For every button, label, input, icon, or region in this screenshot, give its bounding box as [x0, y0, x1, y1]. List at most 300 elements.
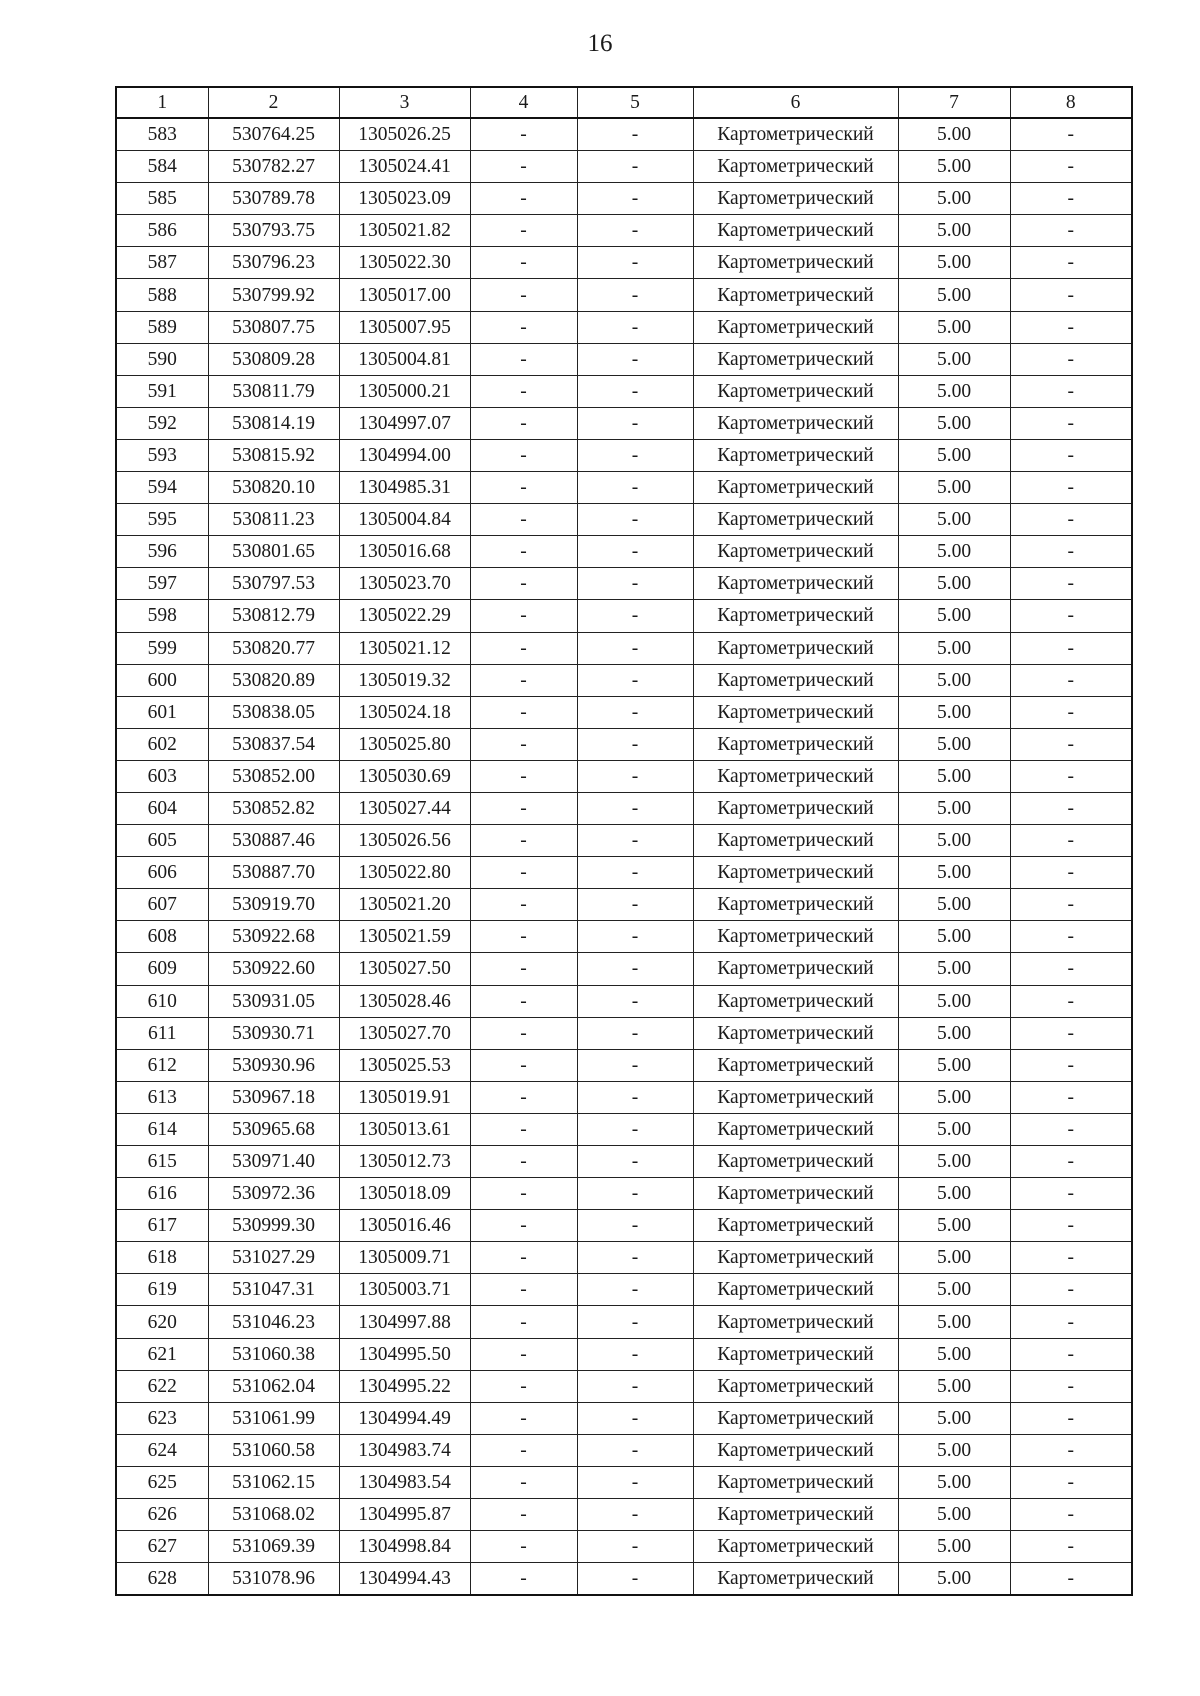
point-number-cell: 603 [116, 760, 208, 792]
accuracy-cell: 5.00 [898, 1499, 1010, 1531]
y-coordinate-cell: 1304995.50 [339, 1338, 470, 1370]
column-5-cell: - [577, 632, 693, 664]
point-number-cell: 622 [116, 1370, 208, 1402]
point-number-cell: 598 [116, 600, 208, 632]
table-body [116, 118, 1132, 1595]
column-5-cell: - [577, 1402, 693, 1434]
column-8-cell: - [1010, 728, 1132, 760]
method-cell: Картометрический [693, 1306, 898, 1338]
method-cell: Картометрический [693, 1049, 898, 1081]
method-cell: Картометрический [693, 985, 898, 1017]
x-coordinate-cell: 530852.82 [208, 792, 339, 824]
accuracy-cell: 5.00 [898, 472, 1010, 504]
accuracy-cell: 5.00 [898, 1306, 1010, 1338]
table-row [116, 151, 1132, 183]
column-8-cell: - [1010, 1563, 1132, 1596]
y-coordinate-cell: 1305012.73 [339, 1146, 470, 1178]
column-8-cell: - [1010, 1081, 1132, 1113]
x-coordinate-cell: 531060.38 [208, 1338, 339, 1370]
x-coordinate-cell: 531047.31 [208, 1274, 339, 1306]
column-4-cell: - [470, 600, 577, 632]
y-coordinate-cell: 1305025.80 [339, 728, 470, 760]
point-number-cell: 613 [116, 1081, 208, 1113]
column-4-cell: - [470, 632, 577, 664]
y-coordinate-cell: 1305018.09 [339, 1178, 470, 1210]
table-header [116, 87, 1132, 118]
method-cell: Картометрический [693, 696, 898, 728]
column-4-cell: - [470, 118, 577, 151]
column-5-cell: - [577, 792, 693, 824]
method-cell: Картометрический [693, 953, 898, 985]
table-row [116, 696, 1132, 728]
point-number-cell: 605 [116, 825, 208, 857]
accuracy-cell: 5.00 [898, 760, 1010, 792]
column-4-cell: - [470, 1466, 577, 1498]
table-row [116, 1338, 1132, 1370]
column-4-cell: - [470, 1338, 577, 1370]
table-row [116, 857, 1132, 889]
column-5-cell: - [577, 343, 693, 375]
method-cell: Картометрический [693, 760, 898, 792]
column-8-cell: - [1010, 215, 1132, 247]
x-coordinate-cell: 530971.40 [208, 1146, 339, 1178]
accuracy-cell: 5.00 [898, 343, 1010, 375]
table-row [116, 1178, 1132, 1210]
coordinates-table [115, 86, 1133, 1596]
y-coordinate-cell: 1304994.43 [339, 1563, 470, 1596]
y-coordinate-cell: 1304983.74 [339, 1434, 470, 1466]
method-cell: Картометрический [693, 1146, 898, 1178]
accuracy-cell: 5.00 [898, 1402, 1010, 1434]
method-cell: Картометрический [693, 921, 898, 953]
y-coordinate-cell: 1305023.09 [339, 183, 470, 215]
accuracy-cell: 5.00 [898, 953, 1010, 985]
accuracy-cell: 5.00 [898, 568, 1010, 600]
method-cell: Картометрический [693, 504, 898, 536]
table-row [116, 472, 1132, 504]
column-4-cell: - [470, 279, 577, 311]
column-8-cell: - [1010, 760, 1132, 792]
method-cell: Картометрический [693, 407, 898, 439]
x-coordinate-cell: 530809.28 [208, 343, 339, 375]
y-coordinate-cell: 1304994.49 [339, 1402, 470, 1434]
column-5-cell: - [577, 985, 693, 1017]
accuracy-cell: 5.00 [898, 1178, 1010, 1210]
y-coordinate-cell: 1305013.61 [339, 1113, 470, 1145]
x-coordinate-cell: 530789.78 [208, 183, 339, 215]
point-number-cell: 612 [116, 1049, 208, 1081]
x-coordinate-cell: 530919.70 [208, 889, 339, 921]
column-4-cell: - [470, 1306, 577, 1338]
x-coordinate-cell: 530797.53 [208, 568, 339, 600]
accuracy-cell: 5.00 [898, 279, 1010, 311]
x-coordinate-cell: 530922.68 [208, 921, 339, 953]
point-number-cell: 595 [116, 504, 208, 536]
column-4-cell: - [470, 889, 577, 921]
accuracy-cell: 5.00 [898, 1370, 1010, 1402]
point-number-cell: 597 [116, 568, 208, 600]
column-4-cell: - [470, 1242, 577, 1274]
column-8-cell: - [1010, 247, 1132, 279]
accuracy-cell: 5.00 [898, 889, 1010, 921]
accuracy-cell: 5.00 [898, 183, 1010, 215]
x-coordinate-cell: 530999.30 [208, 1210, 339, 1242]
y-coordinate-cell: 1305016.68 [339, 536, 470, 568]
column-5-cell: - [577, 504, 693, 536]
table-row [116, 600, 1132, 632]
column-8-cell: - [1010, 1178, 1132, 1210]
point-number-cell: 617 [116, 1210, 208, 1242]
column-5-cell: - [577, 472, 693, 504]
accuracy-cell: 5.00 [898, 1113, 1010, 1145]
column-8-cell: - [1010, 1306, 1132, 1338]
column-8-cell: - [1010, 472, 1132, 504]
method-cell: Картометрический [693, 1434, 898, 1466]
point-number-cell: 608 [116, 921, 208, 953]
point-number-cell: 588 [116, 279, 208, 311]
y-coordinate-cell: 1305000.21 [339, 375, 470, 407]
column-4-cell: - [470, 407, 577, 439]
x-coordinate-cell: 530930.96 [208, 1049, 339, 1081]
y-coordinate-cell: 1305030.69 [339, 760, 470, 792]
column-4-cell: - [470, 1499, 577, 1531]
column-4-cell: - [470, 825, 577, 857]
column-5-cell: - [577, 279, 693, 311]
x-coordinate-cell: 530811.23 [208, 504, 339, 536]
x-coordinate-cell: 530820.77 [208, 632, 339, 664]
accuracy-cell: 5.00 [898, 1017, 1010, 1049]
table-row [116, 568, 1132, 600]
accuracy-cell: 5.00 [898, 1338, 1010, 1370]
column-header: 2 [208, 87, 339, 118]
column-4-cell: - [470, 1434, 577, 1466]
method-cell: Картометрический [693, 1242, 898, 1274]
table-row [116, 375, 1132, 407]
y-coordinate-cell: 1305022.30 [339, 247, 470, 279]
column-header: 3 [339, 87, 470, 118]
method-cell: Картометрический [693, 600, 898, 632]
column-8-cell: - [1010, 343, 1132, 375]
column-5-cell: - [577, 311, 693, 343]
accuracy-cell: 5.00 [898, 1081, 1010, 1113]
x-coordinate-cell: 531062.15 [208, 1466, 339, 1498]
x-coordinate-cell: 531046.23 [208, 1306, 339, 1338]
accuracy-cell: 5.00 [898, 664, 1010, 696]
accuracy-cell: 5.00 [898, 696, 1010, 728]
accuracy-cell: 5.00 [898, 632, 1010, 664]
accuracy-cell: 5.00 [898, 792, 1010, 824]
column-5-cell: - [577, 375, 693, 407]
table-row [116, 1499, 1132, 1531]
point-number-cell: 626 [116, 1499, 208, 1531]
y-coordinate-cell: 1305007.95 [339, 311, 470, 343]
column-8-cell: - [1010, 311, 1132, 343]
method-cell: Картометрический [693, 1499, 898, 1531]
x-coordinate-cell: 530812.79 [208, 600, 339, 632]
x-coordinate-cell: 530967.18 [208, 1081, 339, 1113]
y-coordinate-cell: 1305009.71 [339, 1242, 470, 1274]
column-5-cell: - [577, 439, 693, 471]
column-5-cell: - [577, 118, 693, 151]
column-8-cell: - [1010, 407, 1132, 439]
column-8-cell: - [1010, 1017, 1132, 1049]
x-coordinate-cell: 530807.75 [208, 311, 339, 343]
accuracy-cell: 5.00 [898, 600, 1010, 632]
accuracy-cell: 5.00 [898, 311, 1010, 343]
column-5-cell: - [577, 825, 693, 857]
accuracy-cell: 5.00 [898, 215, 1010, 247]
column-5-cell: - [577, 1338, 693, 1370]
table-row [116, 1434, 1132, 1466]
column-4-cell: - [470, 375, 577, 407]
x-coordinate-cell: 530852.00 [208, 760, 339, 792]
column-5-cell: - [577, 215, 693, 247]
column-header: 7 [898, 87, 1010, 118]
x-coordinate-cell: 530814.19 [208, 407, 339, 439]
column-8-cell: - [1010, 664, 1132, 696]
column-8-cell: - [1010, 1146, 1132, 1178]
column-5-cell: - [577, 1370, 693, 1402]
point-number-cell: 589 [116, 311, 208, 343]
column-4-cell: - [470, 311, 577, 343]
column-8-cell: - [1010, 792, 1132, 824]
table-row [116, 1531, 1132, 1563]
column-8-cell: - [1010, 375, 1132, 407]
table-row [116, 311, 1132, 343]
point-number-cell: 610 [116, 985, 208, 1017]
column-8-cell: - [1010, 1242, 1132, 1274]
column-4-cell: - [470, 664, 577, 696]
column-4-cell: - [470, 1146, 577, 1178]
point-number-cell: 615 [116, 1146, 208, 1178]
method-cell: Картометрический [693, 1531, 898, 1563]
accuracy-cell: 5.00 [898, 857, 1010, 889]
accuracy-cell: 5.00 [898, 375, 1010, 407]
point-number-cell: 619 [116, 1274, 208, 1306]
method-cell: Картометрический [693, 1210, 898, 1242]
column-4-cell: - [470, 1563, 577, 1596]
page-number: 16 [587, 30, 613, 57]
table-row [116, 1210, 1132, 1242]
table-row [116, 1113, 1132, 1145]
method-cell: Картометрический [693, 279, 898, 311]
column-8-cell: - [1010, 1370, 1132, 1402]
point-number-cell: 604 [116, 792, 208, 824]
table-row [116, 1146, 1132, 1178]
column-5-cell: - [577, 760, 693, 792]
method-cell: Картометрический [693, 472, 898, 504]
table-row [116, 118, 1132, 151]
table-row [116, 792, 1132, 824]
point-number-cell: 616 [116, 1178, 208, 1210]
method-cell: Картометрический [693, 183, 898, 215]
point-number-cell: 618 [116, 1242, 208, 1274]
column-5-cell: - [577, 568, 693, 600]
point-number-cell: 585 [116, 183, 208, 215]
y-coordinate-cell: 1305004.81 [339, 343, 470, 375]
y-coordinate-cell: 1305021.82 [339, 215, 470, 247]
accuracy-cell: 5.00 [898, 921, 1010, 953]
column-4-cell: - [470, 504, 577, 536]
method-cell: Картометрический [693, 215, 898, 247]
x-coordinate-cell: 530887.46 [208, 825, 339, 857]
x-coordinate-cell: 530931.05 [208, 985, 339, 1017]
column-8-cell: - [1010, 889, 1132, 921]
point-number-cell: 602 [116, 728, 208, 760]
column-4-cell: - [470, 792, 577, 824]
column-5-cell: - [577, 151, 693, 183]
column-4-cell: - [470, 857, 577, 889]
x-coordinate-cell: 531027.29 [208, 1242, 339, 1274]
x-coordinate-cell: 530820.10 [208, 472, 339, 504]
method-cell: Картометрический [693, 1370, 898, 1402]
y-coordinate-cell: 1305022.29 [339, 600, 470, 632]
column-5-cell: - [577, 1563, 693, 1596]
x-coordinate-cell: 530796.23 [208, 247, 339, 279]
table-row [116, 247, 1132, 279]
table-row [116, 1563, 1132, 1596]
method-cell: Картометрический [693, 439, 898, 471]
point-number-cell: 628 [116, 1563, 208, 1596]
column-5-cell: - [577, 857, 693, 889]
x-coordinate-cell: 530838.05 [208, 696, 339, 728]
column-5-cell: - [577, 1274, 693, 1306]
point-number-cell: 623 [116, 1402, 208, 1434]
x-coordinate-cell: 530837.54 [208, 728, 339, 760]
column-8-cell: - [1010, 183, 1132, 215]
column-4-cell: - [470, 1049, 577, 1081]
x-coordinate-cell: 530972.36 [208, 1178, 339, 1210]
table-row [116, 632, 1132, 664]
method-cell: Картометрический [693, 825, 898, 857]
point-number-cell: 600 [116, 664, 208, 696]
y-coordinate-cell: 1305022.80 [339, 857, 470, 889]
column-4-cell: - [470, 1113, 577, 1145]
table-row [116, 1242, 1132, 1274]
column-5-cell: - [577, 953, 693, 985]
table-row [116, 1274, 1132, 1306]
column-8-cell: - [1010, 696, 1132, 728]
method-cell: Картометрический [693, 632, 898, 664]
column-5-cell: - [577, 1306, 693, 1338]
point-number-cell: 587 [116, 247, 208, 279]
point-number-cell: 584 [116, 151, 208, 183]
column-4-cell: - [470, 1017, 577, 1049]
column-5-cell: - [577, 696, 693, 728]
table-row [116, 1306, 1132, 1338]
table-row [116, 664, 1132, 696]
y-coordinate-cell: 1304997.88 [339, 1306, 470, 1338]
method-cell: Картометрический [693, 1178, 898, 1210]
column-8-cell: - [1010, 439, 1132, 471]
table-row [116, 953, 1132, 985]
x-coordinate-cell: 530922.60 [208, 953, 339, 985]
column-4-cell: - [470, 215, 577, 247]
column-5-cell: - [577, 921, 693, 953]
column-5-cell: - [577, 536, 693, 568]
column-8-cell: - [1010, 151, 1132, 183]
accuracy-cell: 5.00 [898, 1434, 1010, 1466]
method-cell: Картометрический [693, 664, 898, 696]
table-row [116, 215, 1132, 247]
column-8-cell: - [1010, 504, 1132, 536]
point-number-cell: 614 [116, 1113, 208, 1145]
column-5-cell: - [577, 1434, 693, 1466]
x-coordinate-cell: 531060.58 [208, 1434, 339, 1466]
table-row [116, 504, 1132, 536]
column-8-cell: - [1010, 1210, 1132, 1242]
accuracy-cell: 5.00 [898, 985, 1010, 1017]
point-number-cell: 620 [116, 1306, 208, 1338]
point-number-cell: 593 [116, 439, 208, 471]
column-4-cell: - [470, 151, 577, 183]
table-row [116, 760, 1132, 792]
x-coordinate-cell: 531078.96 [208, 1563, 339, 1596]
column-8-cell: - [1010, 1466, 1132, 1498]
column-5-cell: - [577, 1531, 693, 1563]
table-row [116, 439, 1132, 471]
method-cell: Картометрический [693, 1113, 898, 1145]
y-coordinate-cell: 1305003.71 [339, 1274, 470, 1306]
point-number-cell: 591 [116, 375, 208, 407]
column-4-cell: - [470, 1370, 577, 1402]
y-coordinate-cell: 1304997.07 [339, 407, 470, 439]
method-cell: Картометрический [693, 889, 898, 921]
point-number-cell: 592 [116, 407, 208, 439]
y-coordinate-cell: 1304995.87 [339, 1499, 470, 1531]
y-coordinate-cell: 1305027.70 [339, 1017, 470, 1049]
column-5-cell: - [577, 1499, 693, 1531]
column-5-cell: - [577, 1210, 693, 1242]
x-coordinate-cell: 530820.89 [208, 664, 339, 696]
accuracy-cell: 5.00 [898, 504, 1010, 536]
column-4-cell: - [470, 1274, 577, 1306]
column-8-cell: - [1010, 632, 1132, 664]
y-coordinate-cell: 1305026.25 [339, 118, 470, 151]
column-4-cell: - [470, 728, 577, 760]
point-number-cell: 621 [116, 1338, 208, 1370]
method-cell: Картометрический [693, 375, 898, 407]
column-5-cell: - [577, 1081, 693, 1113]
column-8-cell: - [1010, 1499, 1132, 1531]
method-cell: Картометрический [693, 792, 898, 824]
x-coordinate-cell: 530801.65 [208, 536, 339, 568]
x-coordinate-cell: 530764.25 [208, 118, 339, 151]
column-4-cell: - [470, 1210, 577, 1242]
accuracy-cell: 5.00 [898, 825, 1010, 857]
column-8-cell: - [1010, 118, 1132, 151]
accuracy-cell: 5.00 [898, 728, 1010, 760]
y-coordinate-cell: 1305021.20 [339, 889, 470, 921]
column-8-cell: - [1010, 1434, 1132, 1466]
column-4-cell: - [470, 568, 577, 600]
point-number-cell: 583 [116, 118, 208, 151]
table-row [116, 1049, 1132, 1081]
y-coordinate-cell: 1305004.84 [339, 504, 470, 536]
method-cell: Картометрический [693, 1274, 898, 1306]
accuracy-cell: 5.00 [898, 1049, 1010, 1081]
column-8-cell: - [1010, 1274, 1132, 1306]
column-header: 4 [470, 87, 577, 118]
column-header: 6 [693, 87, 898, 118]
column-4-cell: - [470, 921, 577, 953]
point-number-cell: 609 [116, 953, 208, 985]
column-5-cell: - [577, 728, 693, 760]
y-coordinate-cell: 1305025.53 [339, 1049, 470, 1081]
accuracy-cell: 5.00 [898, 1531, 1010, 1563]
column-5-cell: - [577, 247, 693, 279]
method-cell: Картометрический [693, 1402, 898, 1434]
